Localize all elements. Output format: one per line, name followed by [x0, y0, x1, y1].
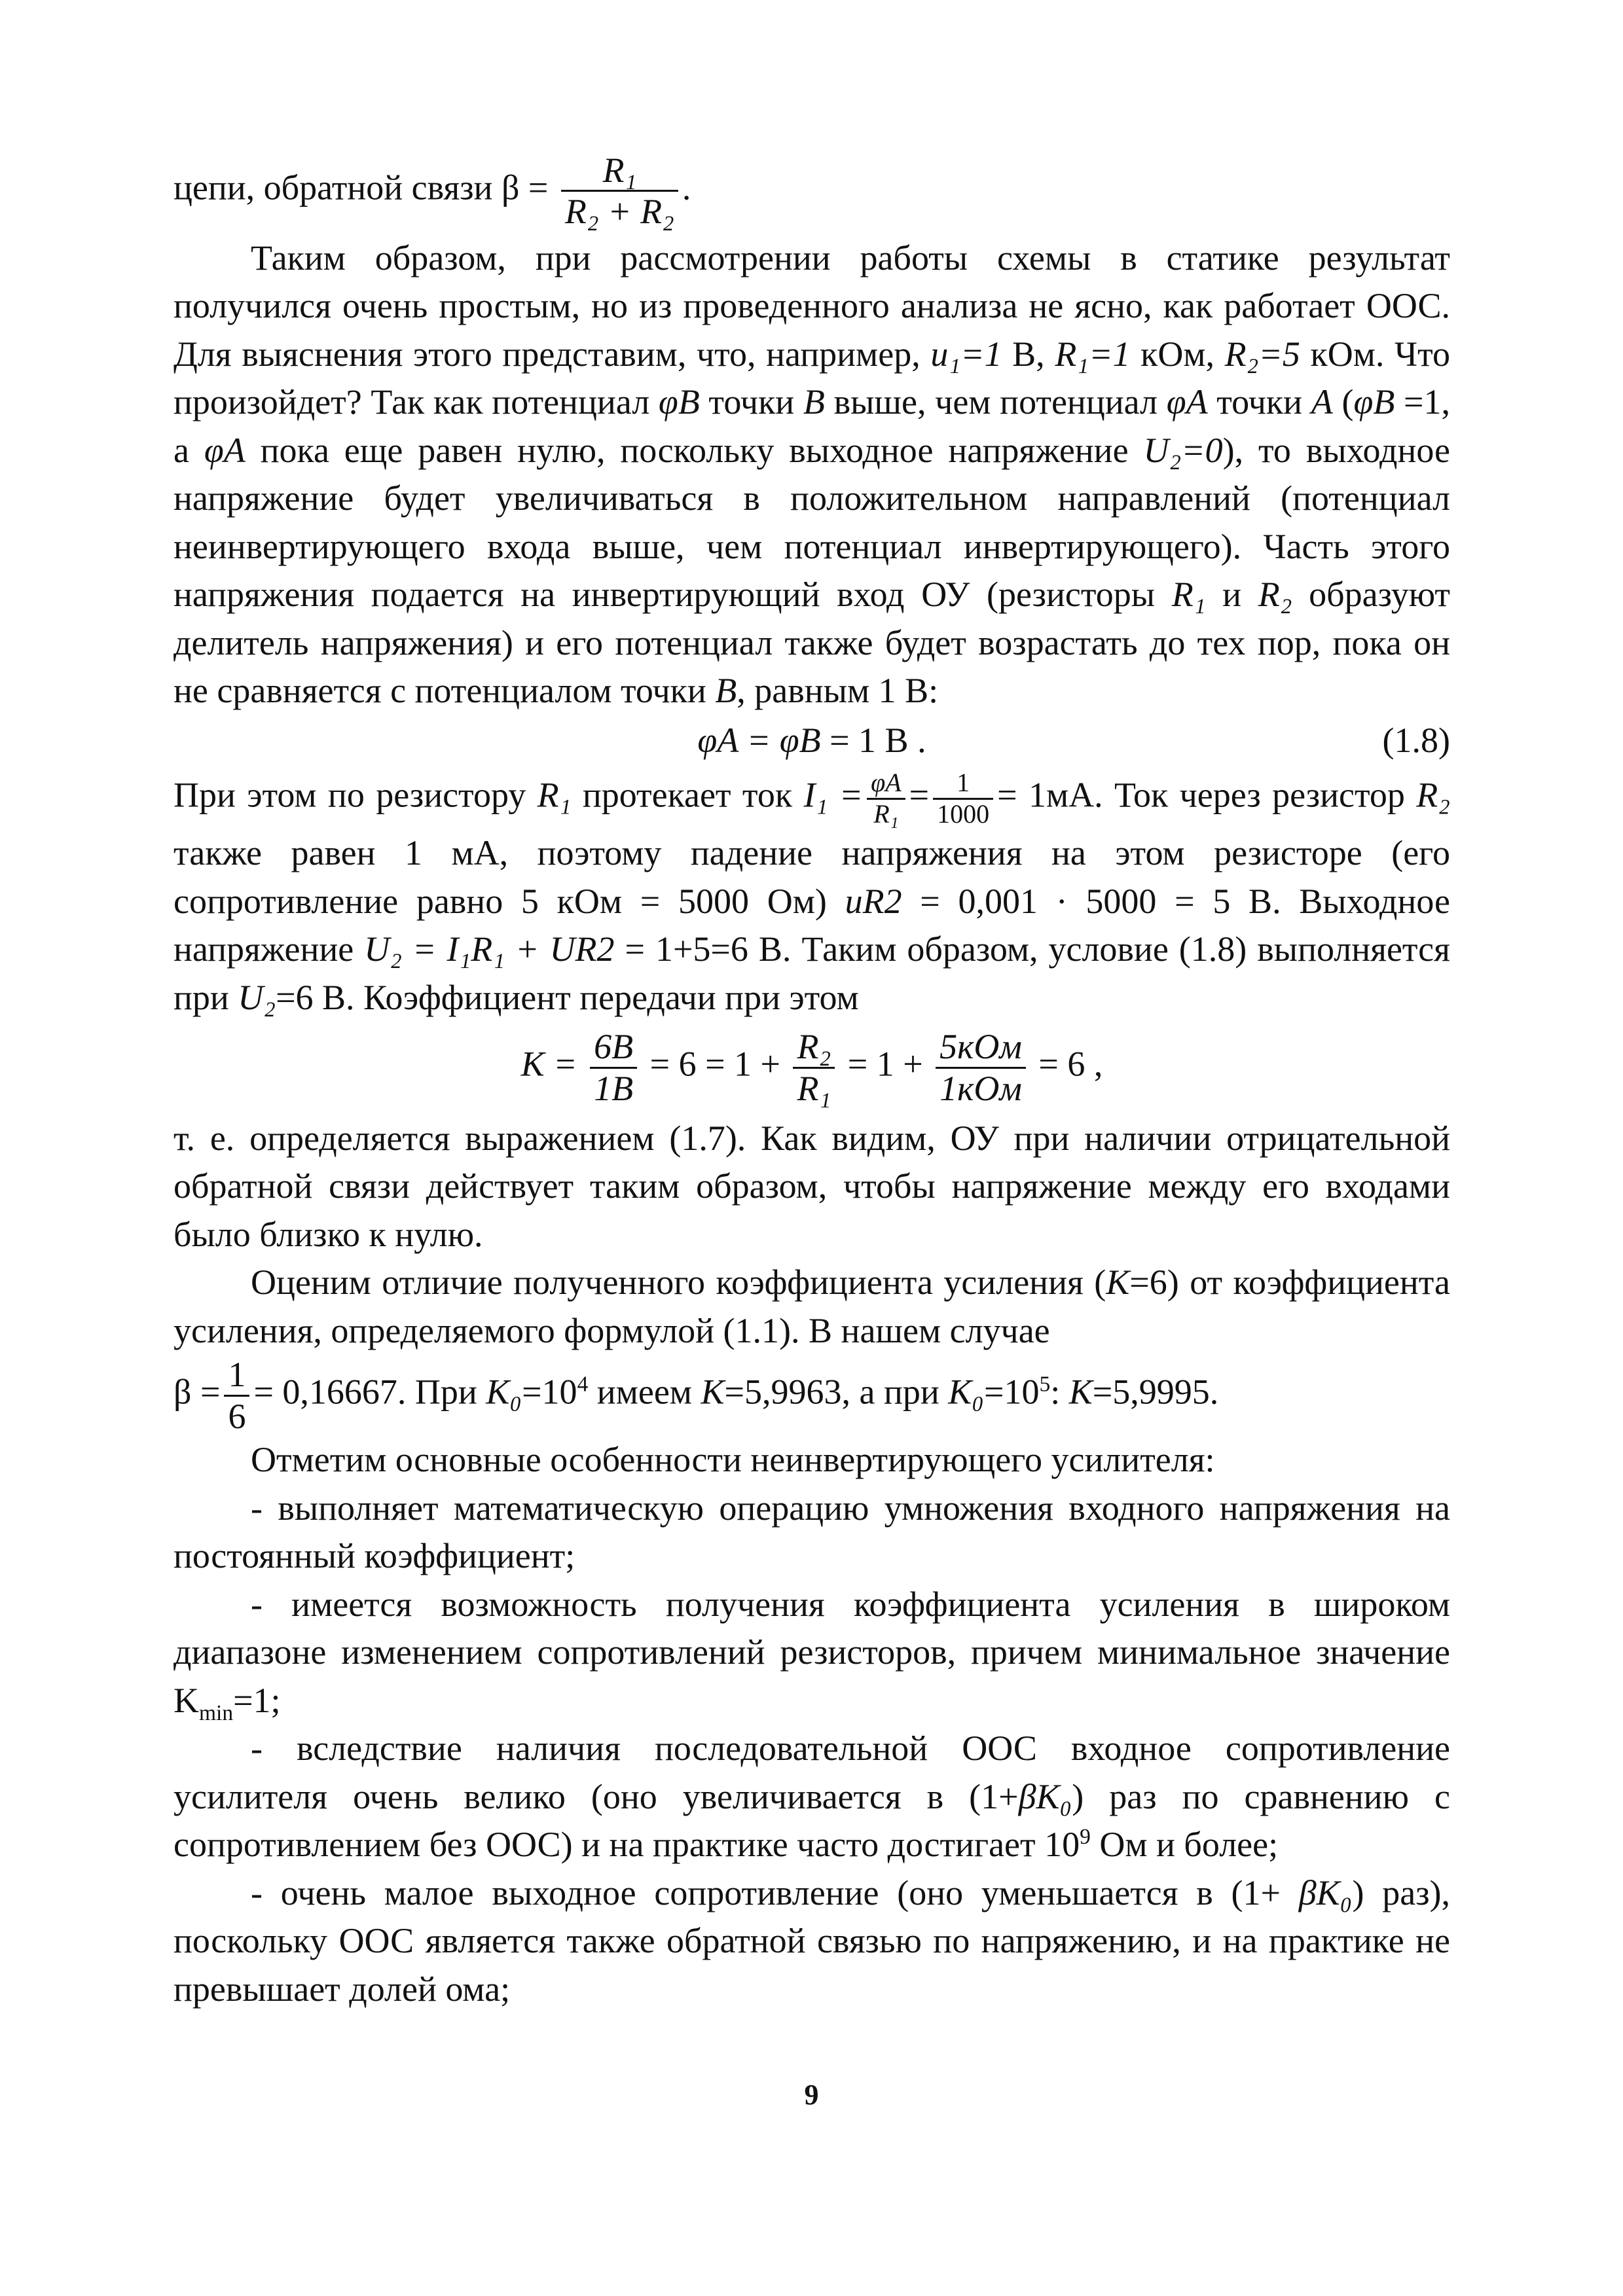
text: Таким образом, при рассмотрении работы схемы в статике результат получился очень простым, но из проведенного анализа не ясно, как работает ООС. Для выяснения этого представим, что, например, [173, 238, 1450, 374]
text: В, [1002, 334, 1055, 374]
formula: I₁ = [803, 776, 864, 816]
formula: β = [173, 1372, 221, 1412]
formula: uR2 [845, 881, 902, 921]
fraction-denominator: R₁ [873, 799, 899, 829]
text: = [909, 776, 930, 816]
text: =5,9963, а при [724, 1372, 949, 1412]
formula: B [803, 382, 825, 422]
list-item-feature-1: - выполняет математическую операцию умножения входного напряжения на постоянный коэффициент; [173, 1488, 1450, 1576]
formula: βK₀ [1298, 1873, 1353, 1912]
formula: U₂=0 [1143, 430, 1223, 470]
formula: R₂=5 [1224, 334, 1300, 374]
text: также равен 1 мА, поэтому падение напряжения на этом резисторе (его сопротивление равно 5 кОм = 5000 Ом) [173, 833, 1450, 921]
formula: U₂ = I₁R₁ + UR2 [364, 929, 615, 969]
text: = 0,16667. При [253, 1372, 486, 1412]
formula: u₁=1 [930, 334, 1002, 374]
fraction-1-6 [224, 1355, 249, 1436]
text: имеем [588, 1372, 701, 1412]
formula: R₁ [1171, 575, 1206, 615]
formula: K₀ [486, 1372, 522, 1412]
paragraph-conclusion: т. е. определяется выражением (1.7). Как видим, ОУ при наличии отрицательной обратной связи действует таким образом, чтобы напряжение между его входами было близко к нулю. [173, 1118, 1450, 1254]
text: =6) от коэффициента усиления, определяемого формулой (1.1). В нашем случае [173, 1263, 1450, 1350]
text: точки [1207, 382, 1311, 422]
fraction-R2-R1 [793, 1027, 835, 1108]
paragraph-current [173, 768, 1450, 1022]
fraction-phiA-R1 [867, 768, 905, 829]
text: кОм. Что произойдет? Так как потенциал [173, 334, 1451, 422]
formula: R₁ [537, 776, 572, 816]
formula: K [1068, 1372, 1093, 1412]
text: - имеется возможность получения коэффициента усиления в широком диапазоне изменением сопротивлений резисторов, причем минимальное значение K [173, 1584, 1450, 1720]
superscript: 9 [1080, 1825, 1091, 1850]
page-number: 9 [804, 2079, 819, 2111]
text: - вследствие наличия последовательной ООС входное сопротивление усилителя очень велико (оно увеличивается в (1+ [173, 1729, 1450, 1816]
formula: K = [520, 1044, 577, 1084]
fraction-denominator: 1B [594, 1068, 634, 1108]
text: выше, чем потенциал [824, 382, 1167, 422]
text: пока еще равен нулю, поскольку выходное напряжение [245, 430, 1144, 470]
text: Оценим отличие полученного коэффициента усиления ( [251, 1263, 1106, 1302]
text: =1; [233, 1680, 281, 1720]
text: образуют делитель напряжения) и его потенциал также будет возрастать до тех пор, пока он не сравняется с потенциалом точки [173, 575, 1451, 711]
text: кОм, [1130, 334, 1225, 374]
fraction-numerator: 5кОм [936, 1027, 1026, 1068]
superscript: 5 [1039, 1372, 1051, 1397]
text: протекает ток [571, 776, 804, 816]
text: ) раз по сравнению с сопротивлением без ООС) и на практике часто достигает 10 [173, 1776, 1450, 1865]
subscript: min [199, 1700, 234, 1725]
fraction-5kOhm-1kOhm [936, 1027, 1026, 1108]
formula-beta: β = [501, 168, 549, 207]
formula: K [1106, 1263, 1130, 1302]
formula: R₁=1 [1055, 334, 1131, 374]
equation-gain [173, 1022, 1450, 1115]
text: - очень малое выходное сопротивление (оно уменьшается в (1+ [251, 1873, 1299, 1912]
text: точки [699, 382, 803, 422]
fraction-denominator: 6 [228, 1396, 246, 1436]
text: = 1мА. Ток через резистор [997, 776, 1417, 816]
paragraph-features-intro: Отметим основные особенности неинвертирующего усилителя: [251, 1440, 1215, 1480]
fraction-numerator: 1 [224, 1355, 249, 1396]
text: =5,9995. [1092, 1372, 1219, 1412]
fraction-beta [561, 151, 678, 232]
equation-number: (1.8) [1382, 720, 1450, 760]
equation-rhs: = 1 В . [830, 720, 926, 760]
text: При этом по резистору [173, 776, 538, 816]
text: = 1+5=6 В. Таким образом, условие (1.8) выполняется при [173, 929, 1450, 1017]
text: = 1 + [847, 1044, 923, 1084]
text: : [1050, 1372, 1069, 1412]
text: =10 [522, 1372, 577, 1412]
formula: A [1311, 382, 1333, 422]
fraction-6B-1B [590, 1027, 637, 1108]
formula: K [701, 1372, 725, 1412]
list-item-feature-4 [173, 1869, 1450, 2014]
text: =6 В. Коэффициент передачи при этом [276, 977, 859, 1017]
paragraph-estimate [173, 1259, 1450, 1355]
text: =1, а [173, 382, 1451, 470]
text: ( [1332, 382, 1354, 422]
fraction-denominator: R₁ [797, 1068, 831, 1108]
list-item-feature-2 [173, 1581, 1450, 1725]
formula: φA [204, 430, 246, 470]
fraction-denominator: 1000 [937, 799, 990, 829]
text: = 6 , [1038, 1044, 1103, 1084]
formula: βK₀ [1018, 1776, 1072, 1816]
formula: U₂ [238, 977, 276, 1017]
formula: R₂ [1258, 575, 1292, 615]
text: и [1205, 575, 1258, 615]
fraction-1-1000 [933, 768, 993, 829]
formula: B [715, 671, 737, 711]
equation-1-8 [173, 717, 1450, 765]
text: . [682, 168, 691, 207]
list-item-feature-3 [173, 1725, 1450, 1869]
formula: φB [658, 382, 700, 422]
text: ), то выходное напряжение будет увеличиваться в положительном направлений (потенциал неинвертирующего входа выше, чем потенциал инвертирующего). Часть этого напряжения подается на инвертирующий вход ОУ (резисторы [173, 430, 1450, 615]
fraction-numerator: 6B [590, 1027, 637, 1068]
fraction-numerator: 1 [933, 768, 993, 800]
text: = 0,001 · 5000 = 5 В. Выходное напряжение [173, 881, 1450, 969]
formula: R₂ [1416, 776, 1451, 816]
formula: φB [1353, 382, 1395, 422]
text: Ом и более; [1090, 1825, 1279, 1865]
equation-lhs: φA = φB [697, 720, 821, 760]
fraction-numerator: R₂ [793, 1027, 835, 1068]
formula: φA [1166, 382, 1208, 422]
text: , равным 1 В: [737, 671, 939, 711]
paragraph-analysis [173, 234, 1450, 715]
fraction-numerator: φA [867, 768, 905, 800]
paragraph-beta-formula [173, 151, 1450, 232]
formula: K₀ [948, 1372, 985, 1412]
text: =10 [984, 1372, 1040, 1412]
text: ) раз), поскольку ООС является также обратной связью по напряжению, и на практике не превышает долей ома; [173, 1873, 1451, 2009]
text: цепи, обратной связи [173, 168, 493, 207]
fraction-numerator: R₁ [561, 151, 678, 192]
text: = 6 = 1 + [649, 1044, 780, 1084]
superscript: 4 [577, 1372, 589, 1397]
paragraph-beta-value [173, 1355, 1450, 1436]
fraction-denominator: R₂ + R₂ [564, 192, 674, 232]
page-body [173, 151, 1450, 2013]
fraction-denominator: 1кОм [939, 1068, 1022, 1108]
